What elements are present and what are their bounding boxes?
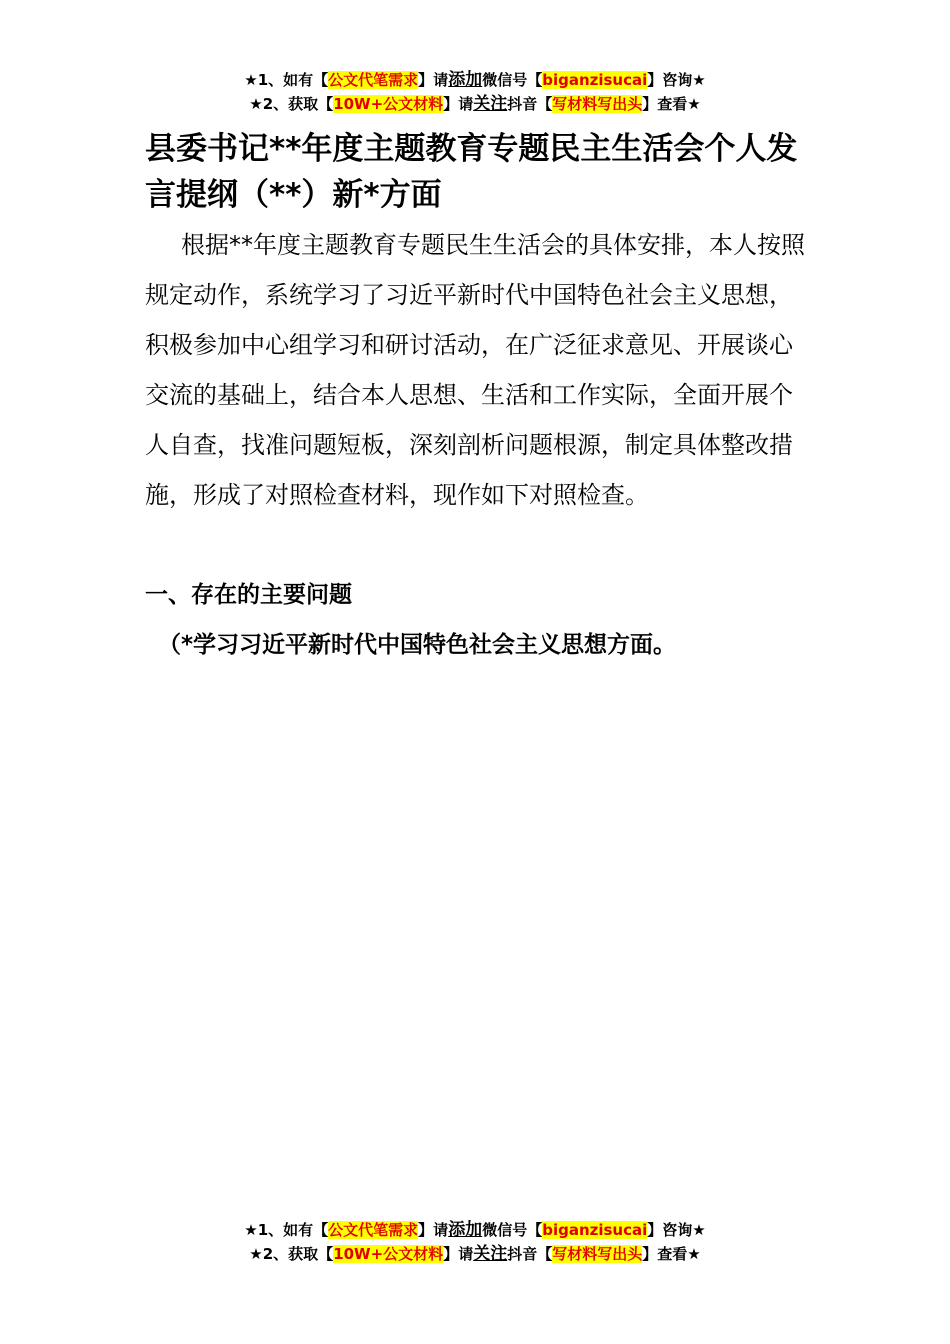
banner-highlight: 10W+公文材料 <box>333 95 444 113</box>
banner-emphasis: 添加 <box>448 70 483 90</box>
footer-banner <box>0 1218 950 1266</box>
banner-highlight: 10W+公文材料 <box>333 1245 444 1263</box>
banner-text: 微信号【 <box>482 1221 543 1239</box>
intro-paragraph: 根据**年度主题教育专题民生生活会的具体安排，本人按照规定动作，系统学习了习近平新时代中国特色社会主义思想，积极参加中心组学习和研讨活动，在广泛征求意见、开展谈心交流的基础上，结合本人思想、生活和工作实际，全面开展个人自查，找准问题短板，深刻剖析问题根源，制定具体整改措施，形成了对照检查材料，现作如下对照检查。 <box>145 231 805 509</box>
banner-highlight: 写材料写出头 <box>552 1245 643 1263</box>
banner-highlight: 公文代笔需求 <box>328 1221 419 1239</box>
banner-line-1 <box>0 1218 950 1242</box>
section-heading: 一、存在的主要问题 <box>145 582 352 608</box>
banner-text: 】请 <box>418 1221 449 1239</box>
header-banner <box>0 68 950 116</box>
document-title: 县委书记**年度主题教育专题民主生活会个人发言提纲（**）新*方面 <box>145 131 798 213</box>
banner-emphasis: 关注 <box>473 1244 508 1264</box>
banner-highlight: 写材料写出头 <box>552 95 643 113</box>
banner-emphasis: 关注 <box>473 94 508 114</box>
banner-text: 】请 <box>443 95 474 113</box>
banner-text: 】咨询★ <box>647 71 706 89</box>
banner-highlight: biganzisucai <box>542 1221 648 1239</box>
banner-emphasis: 添加 <box>448 1220 483 1240</box>
subsection-heading: （*学习习近平新时代中国特色社会主义思想方面。 <box>158 632 677 658</box>
banner-text: 微信号【 <box>482 71 543 89</box>
banner-highlight: 公文代笔需求 <box>328 71 419 89</box>
banner-text: ★2、获取【 <box>249 95 334 113</box>
banner-line-1 <box>0 68 950 92</box>
banner-text: ★1、如有【 <box>244 71 329 89</box>
banner-text: ★2、获取【 <box>249 1245 334 1263</box>
banner-line-2 <box>0 1242 950 1266</box>
banner-text: 】请 <box>418 71 449 89</box>
banner-line-2 <box>0 92 950 116</box>
banner-text: ★1、如有【 <box>244 1221 329 1239</box>
banner-text: 】查看★ <box>642 95 701 113</box>
banner-text: 抖音【 <box>507 1245 553 1263</box>
banner-text: 】请 <box>443 1245 474 1263</box>
banner-text: 】咨询★ <box>647 1221 706 1239</box>
banner-text: 抖音【 <box>507 95 553 113</box>
banner-text: 】查看★ <box>642 1245 701 1263</box>
banner-highlight: biganzisucai <box>542 71 648 89</box>
